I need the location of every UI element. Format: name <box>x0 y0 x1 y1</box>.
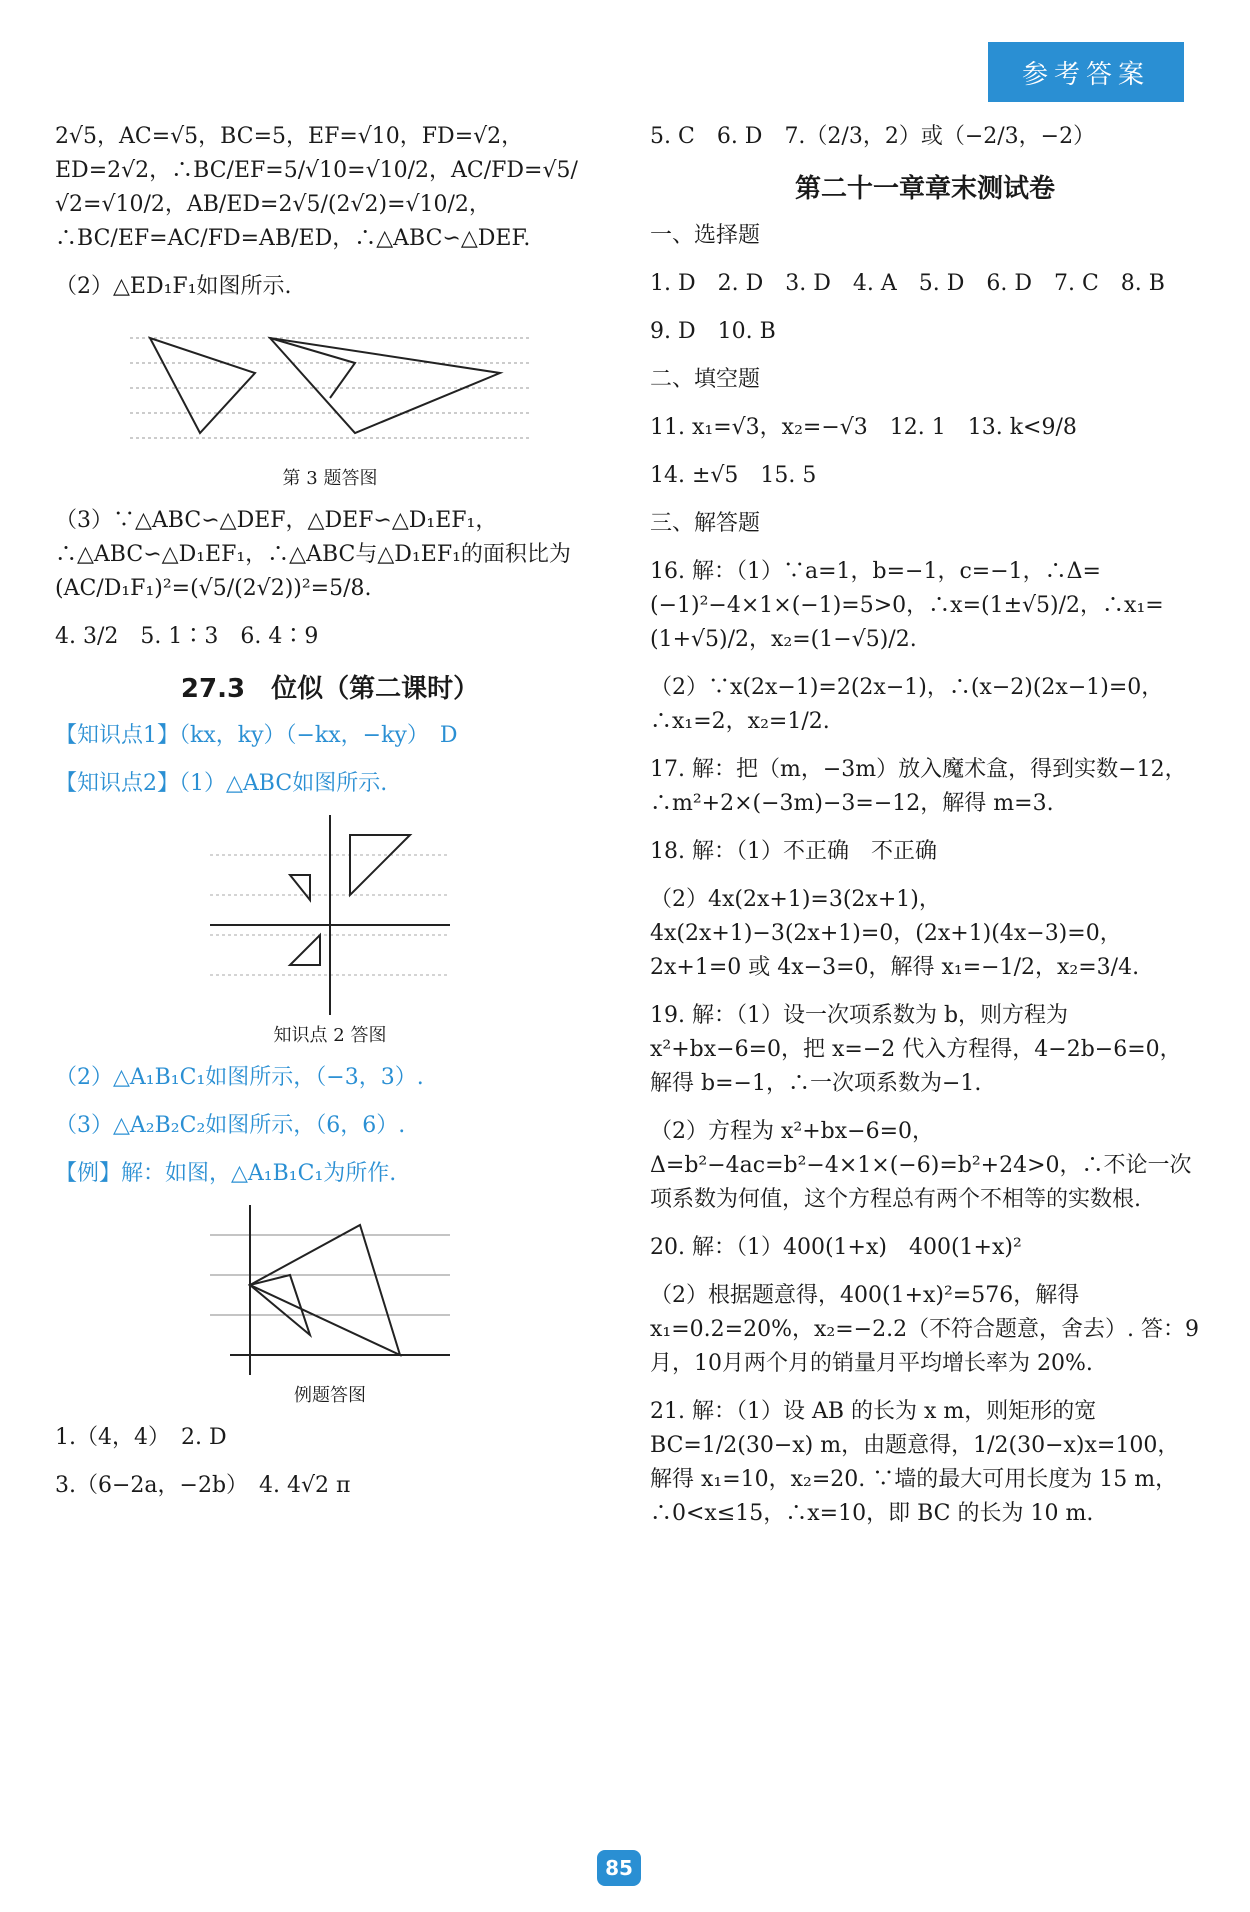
answer-line: 21. 解：（1）设 AB 的长为 x m，则矩形的宽 BC=1/2(30−x) m，由题意得，1/2(30−x)x=100，解得 x₁=10，x₂=20. ∵墙的最大可用长度为 15 m，∴0<x≤15，∴x=10，即 BC 的长为 10 m. <box>650 1399 1180 1526</box>
answer-line: 9. D 10. B <box>650 319 776 344</box>
section-title: 27.3 位似（第二课时） <box>180 674 480 704</box>
answer-line: 19. 解：（1）设一次项系数为 b，则方程为 x²+bx−6=0，把 x=−2 代入方程得，4−2b−6=0，解得 b=−1，∴一次项系数为−1. <box>650 1003 1182 1096</box>
answer-line: （2）∵x(2x−1)=2(2x−1)，∴(x−2)(2x−1)=0，∴x₁=2，x₂=1/2. <box>650 675 1164 734</box>
figure-3-diagram <box>130 318 530 458</box>
answer-line: 3.（6−2a，−2b） 4. 4√2 π <box>55 1473 351 1498</box>
example-graph <box>210 1205 450 1375</box>
answer-line: 4. 3/2 5. 1∶3 6. 4∶9 <box>55 624 319 649</box>
answer-line: （2）4x(2x+1)=3(2x+1)，4x(2x+1)−3(2x+1)=0，(2x+1)(4x−3)=0，2x+1=0 或 4x−3=0，解得 x₁=−1/2，x₂=3/4. <box>650 887 1140 980</box>
chapter-title: 第二十一章章末测试卷 <box>794 174 1055 204</box>
answer-line: 1. D 2. D 3. D 4. A 5. D 6. D 7. C 8. B <box>650 271 1165 296</box>
answer-line: 2√5，AC=√5，BC=5，EF=√10，FD=√2，ED=2√2，∴BC/EF=5/√10=√10/2，AC/FD=√5/√2=√10/2，AB/ED=2√5/(2√2)=√10/2，∴BC/EF=AC/FD=AB/ED，∴△ABC∽△DEF. <box>55 124 578 251</box>
answer-line: 16. 解：（1）∵a=1，b=−1，c=−1，∴Δ=(−1)²−4×1×(−1)=5>0，∴x=(1±√5)/2，∴x₁=(1+√5)/2，x₂=(1−√5)/2. <box>650 559 1164 652</box>
figure-caption: 例题答图 <box>294 1385 366 1406</box>
knowledge-point-2-graph <box>210 815 450 1015</box>
answer-line: 三、解答题 <box>650 511 761 536</box>
answer-line: 20. 解：（1）400(1+x) 400(1+x)² <box>650 1235 1022 1260</box>
answer-line: （3）∵△ABC∽△DEF，△DEF∽△D₁EF₁，∴△ABC∽△D₁EF₁，∴△ABC与△D₁EF₁的面积比为(AC/D₁F₁)²=(√5/(2√2))²=5/8. <box>55 508 571 601</box>
answer-line: （2）△A₁B₁C₁如图所示，（−3，3）. <box>55 1065 424 1090</box>
header-tab: 参考答案 <box>988 42 1184 102</box>
figure-caption: 知识点 2 答图 <box>273 1025 387 1046</box>
answer-line: 一、选择题 <box>650 223 761 248</box>
right-column <box>650 120 1200 1545</box>
answer-line: （2）根据题意得，400(1+x)²=576，解得 x₁=0.2=20%，x₂=−2.2（不符合题意，舍去）. 答：9月，10月两个月的销量月平均增长率为 20%. <box>650 1283 1200 1376</box>
answer-line: 二、填空题 <box>650 367 761 392</box>
answer-line: 18. 解：（1）不正确 不正确 <box>650 839 937 864</box>
answer-line: （3）△A₂B₂C₂如图所示，（6，6）. <box>55 1113 406 1138</box>
page-number: 85 <box>597 1850 641 1886</box>
answer-line: 17. 解：把（m，−3m）放入魔术盒，得到实数−12，∴m²+2×(−3m)−3=−12，解得 m=3. <box>650 757 1187 816</box>
figure-caption: 第 3 题答图 <box>282 468 378 489</box>
answer-line: 1.（4，4） 2. D <box>55 1425 227 1450</box>
answer-line: 【例】解：如图，△A₁B₁C₁为所作. <box>55 1161 397 1186</box>
answer-line: 5. C 6. D 7.（2/3，2）或（−2/3，−2） <box>650 124 1096 149</box>
answer-line: （2）△ED₁F₁如图所示. <box>55 274 292 299</box>
answer-line: 14. ±√5 15. 5 <box>650 463 817 488</box>
answer-line: （2）方程为 x²+bx−6=0，Δ=b²−4ac=b²−4×1×(−6)=b²+24>0，∴不论一次项系数为何值，这个方程总有两个不相等的实数根. <box>650 1119 1192 1212</box>
knowledge-point: 【知识点1】（kx，ky）（−kx，−ky） D <box>55 723 458 748</box>
answer-line: 11. x₁=√3，x₂=−√3 12. 1 13. k<9/8 <box>650 415 1077 440</box>
knowledge-point: 【知识点2】（1）△ABC如图所示. <box>55 771 388 796</box>
left-column <box>55 120 605 1517</box>
